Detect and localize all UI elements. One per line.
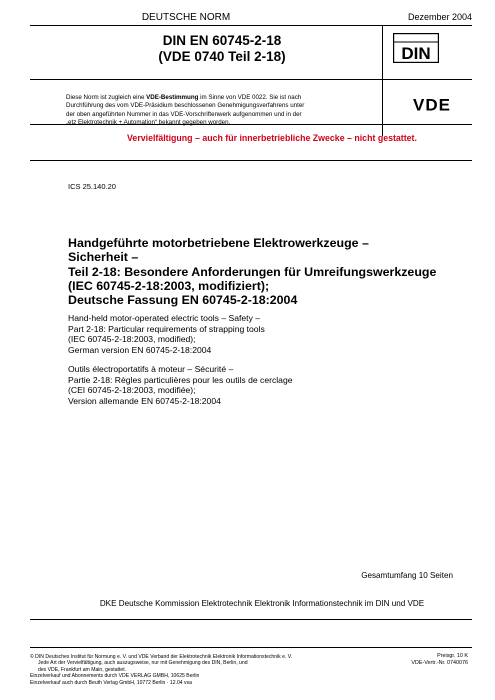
vde-note-bold: VDE-Bestimmung — [146, 94, 199, 101]
price-group-label: Preisgr. 10 K — [437, 653, 468, 659]
vde-logo-text: VDE — [413, 96, 451, 112]
logo-column-divider — [382, 25, 383, 136]
publication-date: Dezember 2004 — [407, 12, 472, 22]
title-french-line: Version allemande EN 60745-2-18:2004 — [68, 395, 221, 406]
header-divider — [30, 25, 472, 26]
notice-divider — [30, 160, 472, 161]
title-french-line: (CEI 60745-2-18:2003, modifiée); — [68, 385, 196, 395]
title-french-line: Partie 2-18: Règles particulières pour les outils de cerclage — [68, 374, 293, 385]
title-english-line: (IEC 60745-2-18:2003, modified); — [68, 334, 196, 344]
dke-divider — [30, 619, 472, 620]
vde-note-line3: der oben angeführten Nummer in das VDE-Vorschriftenwerk aufgenommen und in der — [66, 110, 302, 118]
footer-divider — [30, 647, 472, 648]
title-english — [68, 313, 468, 355]
dke-commission: DKE Deutsche Kommission Elektrotechnik Elektronik Informationstechnik im DIN und VDE — [99, 599, 425, 608]
vde-note-text: im Sinne von VDE 0022. Sie ist nach — [198, 94, 302, 101]
vde-note-line2: Durchführung des vom VDE-Präsidium beschlossenen Genehmigungsverfahrens unter — [66, 102, 305, 110]
title-french-line: Outils électroportatifs à moteur – Sécurité – — [68, 364, 234, 374]
footer-line: Jede Art der Vervielfältigung, auch auszugsweise, nur mit Genehmigung des DIN, Berlin, und — [38, 660, 248, 667]
footer-line: des VDE, Frankfurt am Main, gestattet. — [38, 666, 127, 673]
norm-number-line1: DIN EN 60745-2-18 — [162, 33, 282, 48]
ics-code: ICS 25.140.20 — [68, 182, 116, 191]
title-english-line: German version EN 60745-2-18:2004 — [68, 344, 212, 355]
title-german-line: Teil 2-18: Besondere Anforderungen für Umreifungswerkzeuge — [68, 264, 437, 279]
footer-line: © DIN Deutsches Institut für Normung e. V. und VDE Verband der Elektrotechnik Elektronik Informationstechnik e. V. — [30, 654, 293, 660]
vde-note-line4: „etz Elektrotechnik + Automation“ bekannt gegeben worden. — [66, 118, 231, 126]
footer-line: Einzelverkauf auch durch Beuth Verlag GmbH, 10772 Berlin · 12.04 vsa — [30, 679, 192, 686]
total-pages: Gesamtumfang 10 Seiten — [361, 571, 453, 580]
copyright-footer — [30, 654, 370, 686]
norm-type-label: DEUTSCHE NORM — [141, 12, 231, 23]
vde-note-line1 — [66, 94, 376, 102]
title-english-line: Part 2-18: Particular requirements of strapping tools — [68, 323, 265, 334]
title-german-line: (IEC 60745-2-18:2003, modifiziert); — [68, 278, 270, 293]
title-french — [68, 364, 468, 406]
title-german-line: Deutsche Fassung EN 60745-2-18:2004 — [68, 293, 298, 308]
norm-number — [62, 33, 382, 65]
din-logo — [393, 33, 439, 63]
vde-note-text: Diese Norm ist zugleich eine — [66, 94, 147, 101]
title-english-line: Hand-held motor-operated electric tools – Safety – — [68, 313, 261, 323]
vde-regulation-note — [66, 94, 376, 127]
vde-logo — [400, 96, 465, 112]
price-group — [380, 653, 468, 666]
title-german-line: Sicherheit – — [68, 250, 139, 265]
norm-id-divider — [30, 79, 472, 80]
title-german-line: Handgeführte motorbetriebene Elektrowerkzeuge – — [68, 236, 369, 250]
norm-number-line2: (VDE 0740 Teil 2-18) — [158, 49, 286, 64]
din-logo-text: DIN — [401, 44, 431, 63]
footer-line: Einzelverkauf und Abonnements durch VDE VERLAG GMBH, 10625 Berlin — [30, 673, 200, 680]
vde-distribution-number: VDE-Vertr.-Nr. 0740076 — [411, 659, 468, 666]
title-german — [68, 236, 468, 307]
reproduction-notice: Vervielfältigung – auch für innerbetriebliche Zwecke – nicht gestattet. — [127, 133, 417, 143]
